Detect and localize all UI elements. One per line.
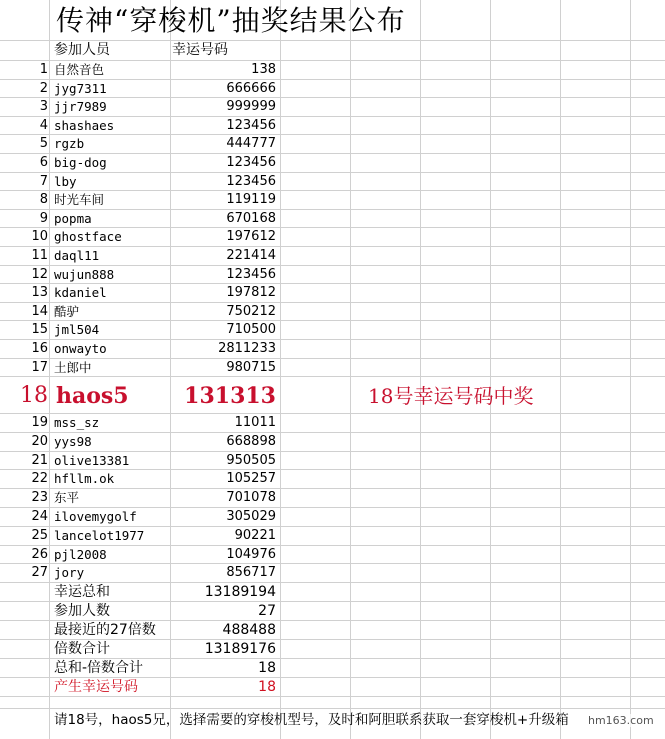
lucky-number-header: 幸运号码 (172, 42, 228, 58)
row-number: 2 (39, 81, 48, 96)
row-number: 1 (39, 62, 48, 77)
grid-column-line (490, 0, 491, 739)
participant-row (0, 413, 280, 432)
participant-row (0, 432, 280, 451)
row-number: 7 (39, 174, 48, 189)
page-title: 传神“穿梭机”抽奖结果公布 (56, 4, 406, 37)
grid-row-line (0, 708, 665, 709)
row-number: 5 (39, 136, 48, 151)
lucky-number: 950505 (226, 453, 276, 468)
participant-name: olive13381 (54, 453, 130, 468)
row-number: 11 (31, 248, 48, 263)
summary-value: 13189176 (204, 641, 276, 657)
row-number: 19 (31, 415, 48, 430)
lucky-number: 123456 (226, 118, 276, 133)
lucky-number: 701078 (226, 490, 276, 505)
grid-column-line (280, 0, 281, 739)
participant-name: jyg7311 (54, 81, 107, 96)
summary-row (0, 621, 280, 640)
footer-message: 请18号，haos5兄，选择需要的穿梭机型号，及时和阿胆联系获取一套穿梭机+升级箱 (54, 712, 569, 728)
row-number: 15 (31, 322, 48, 337)
summary-label: 参加人数 (54, 603, 110, 619)
summary-label: 产生幸运号码 (54, 679, 138, 695)
participant-row (0, 545, 280, 564)
row-number: 21 (31, 453, 48, 468)
row-number: 8 (39, 192, 48, 207)
winner-number: 18 (20, 383, 48, 408)
lucky-number: 999999 (226, 99, 276, 114)
row-number: 13 (31, 285, 48, 300)
participant-row (0, 358, 280, 377)
summary-value: 488488 (222, 622, 276, 638)
summary-label: 幸运总和 (54, 584, 110, 600)
participant-name: pjl2008 (54, 547, 107, 562)
participant-name: jory (54, 565, 85, 580)
participant-row (0, 469, 280, 488)
winner-row (0, 379, 665, 413)
participant-row (0, 488, 280, 507)
lucky-number: 668898 (226, 434, 276, 449)
participant-row (0, 339, 280, 358)
row-number: 26 (31, 547, 48, 562)
participant-name: 自然音色 (54, 62, 105, 77)
participant-name: wujun888 (54, 267, 115, 282)
summary-label: 最接近的27倍数 (54, 622, 156, 638)
summary-value: 13189194 (204, 584, 276, 600)
participant-row (0, 209, 280, 228)
summary-label: 倍数合计 (54, 641, 110, 657)
row-number: 22 (31, 471, 48, 486)
grid-column-line (630, 0, 631, 739)
winner-name: haos5 (56, 383, 129, 409)
lucky-number: 221414 (226, 248, 276, 263)
row-number: 10 (31, 229, 48, 244)
participant-name: 酷驴 (54, 304, 80, 319)
lucky-number: 444777 (226, 136, 276, 151)
lucky-number: 197612 (226, 229, 276, 244)
participants-header: 参加人员 (54, 42, 110, 58)
participant-name: hfllm.ok (54, 471, 115, 486)
row-number: 14 (31, 304, 48, 319)
watermark: hm163.com (588, 714, 654, 727)
summary-row (0, 678, 280, 697)
lucky-number: 123456 (226, 174, 276, 189)
lucky-number: 666666 (226, 81, 276, 96)
lucky-number: 750212 (226, 304, 276, 319)
participant-name: rgzb (54, 136, 85, 151)
lucky-number: 123456 (226, 267, 276, 282)
participant-row (0, 116, 280, 135)
participant-row (0, 172, 280, 191)
participant-row (0, 507, 280, 526)
row-number: 12 (31, 267, 48, 282)
participant-name: lancelot1977 (54, 528, 145, 543)
lucky-number: 11011 (234, 415, 276, 430)
row-number: 17 (31, 360, 48, 375)
participant-row (0, 190, 280, 209)
row-number: 20 (31, 434, 48, 449)
lucky-number: 90221 (234, 528, 276, 543)
row-number: 16 (31, 341, 48, 356)
lucky-number: 123456 (226, 155, 276, 170)
participant-name: big-dog (54, 155, 107, 170)
row-number: 4 (39, 118, 48, 133)
grid-column-line (560, 0, 561, 739)
winner-note: 18号幸运号码中奖 (368, 384, 534, 408)
summary-row (0, 659, 280, 678)
row-number: 24 (31, 509, 48, 524)
participant-name: jjr7989 (54, 99, 107, 114)
row-number: 23 (31, 490, 48, 505)
lucky-number: 104976 (226, 547, 276, 562)
participant-row (0, 283, 280, 302)
row-number: 9 (39, 211, 48, 226)
participant-row (0, 60, 280, 79)
participant-row (0, 79, 280, 98)
lucky-number: 119119 (226, 192, 276, 207)
lucky-number: 138 (251, 62, 276, 77)
participant-name: 土郎中 (54, 360, 92, 375)
participant-name: yys98 (54, 434, 92, 449)
participant-row (0, 97, 280, 116)
row-number: 27 (31, 565, 48, 580)
lucky-number: 105257 (226, 471, 276, 486)
participant-row (0, 134, 280, 153)
grid-column-line (420, 0, 421, 739)
participant-row (0, 320, 280, 339)
participant-row (0, 246, 280, 265)
participant-name: daql11 (54, 248, 100, 263)
participant-name: ghostface (54, 229, 122, 244)
winner-lucky-number: 131313 (184, 383, 276, 409)
summary-row (0, 583, 280, 602)
participant-row (0, 451, 280, 470)
participant-name: kdaniel (54, 285, 107, 300)
participant-name: popma (54, 211, 92, 226)
participant-name: onwayto (54, 341, 107, 356)
participant-name: mss_sz (54, 415, 100, 430)
participant-name: lby (54, 174, 77, 189)
summary-value: 27 (258, 603, 276, 619)
participant-name: 东平 (54, 490, 80, 505)
participant-row (0, 526, 280, 545)
participant-row (0, 302, 280, 321)
lucky-number: 856717 (226, 565, 276, 580)
participant-row (0, 227, 280, 246)
lucky-number: 305029 (226, 509, 276, 524)
summary-value: 18 (258, 679, 276, 695)
summary-row (0, 640, 280, 659)
lucky-number: 197812 (226, 285, 276, 300)
lucky-number: 710500 (226, 322, 276, 337)
row-number: 6 (39, 155, 48, 170)
lucky-number: 2811233 (218, 341, 276, 356)
participant-name: jml504 (54, 322, 100, 337)
row-number: 3 (39, 99, 48, 114)
grid-column-line (350, 0, 351, 739)
participant-row (0, 563, 280, 582)
participant-row (0, 153, 280, 172)
participant-name: shashaes (54, 118, 115, 133)
participant-row (0, 265, 280, 284)
summary-row (0, 602, 280, 621)
row-number: 25 (31, 528, 48, 543)
participant-name: 时光车间 (54, 192, 105, 207)
lucky-number: 670168 (226, 211, 276, 226)
summary-label: 总和-倍数合计 (54, 660, 144, 676)
participant-name: ilovemygolf (54, 509, 137, 524)
summary-value: 18 (258, 660, 276, 676)
lucky-number: 980715 (226, 360, 276, 375)
